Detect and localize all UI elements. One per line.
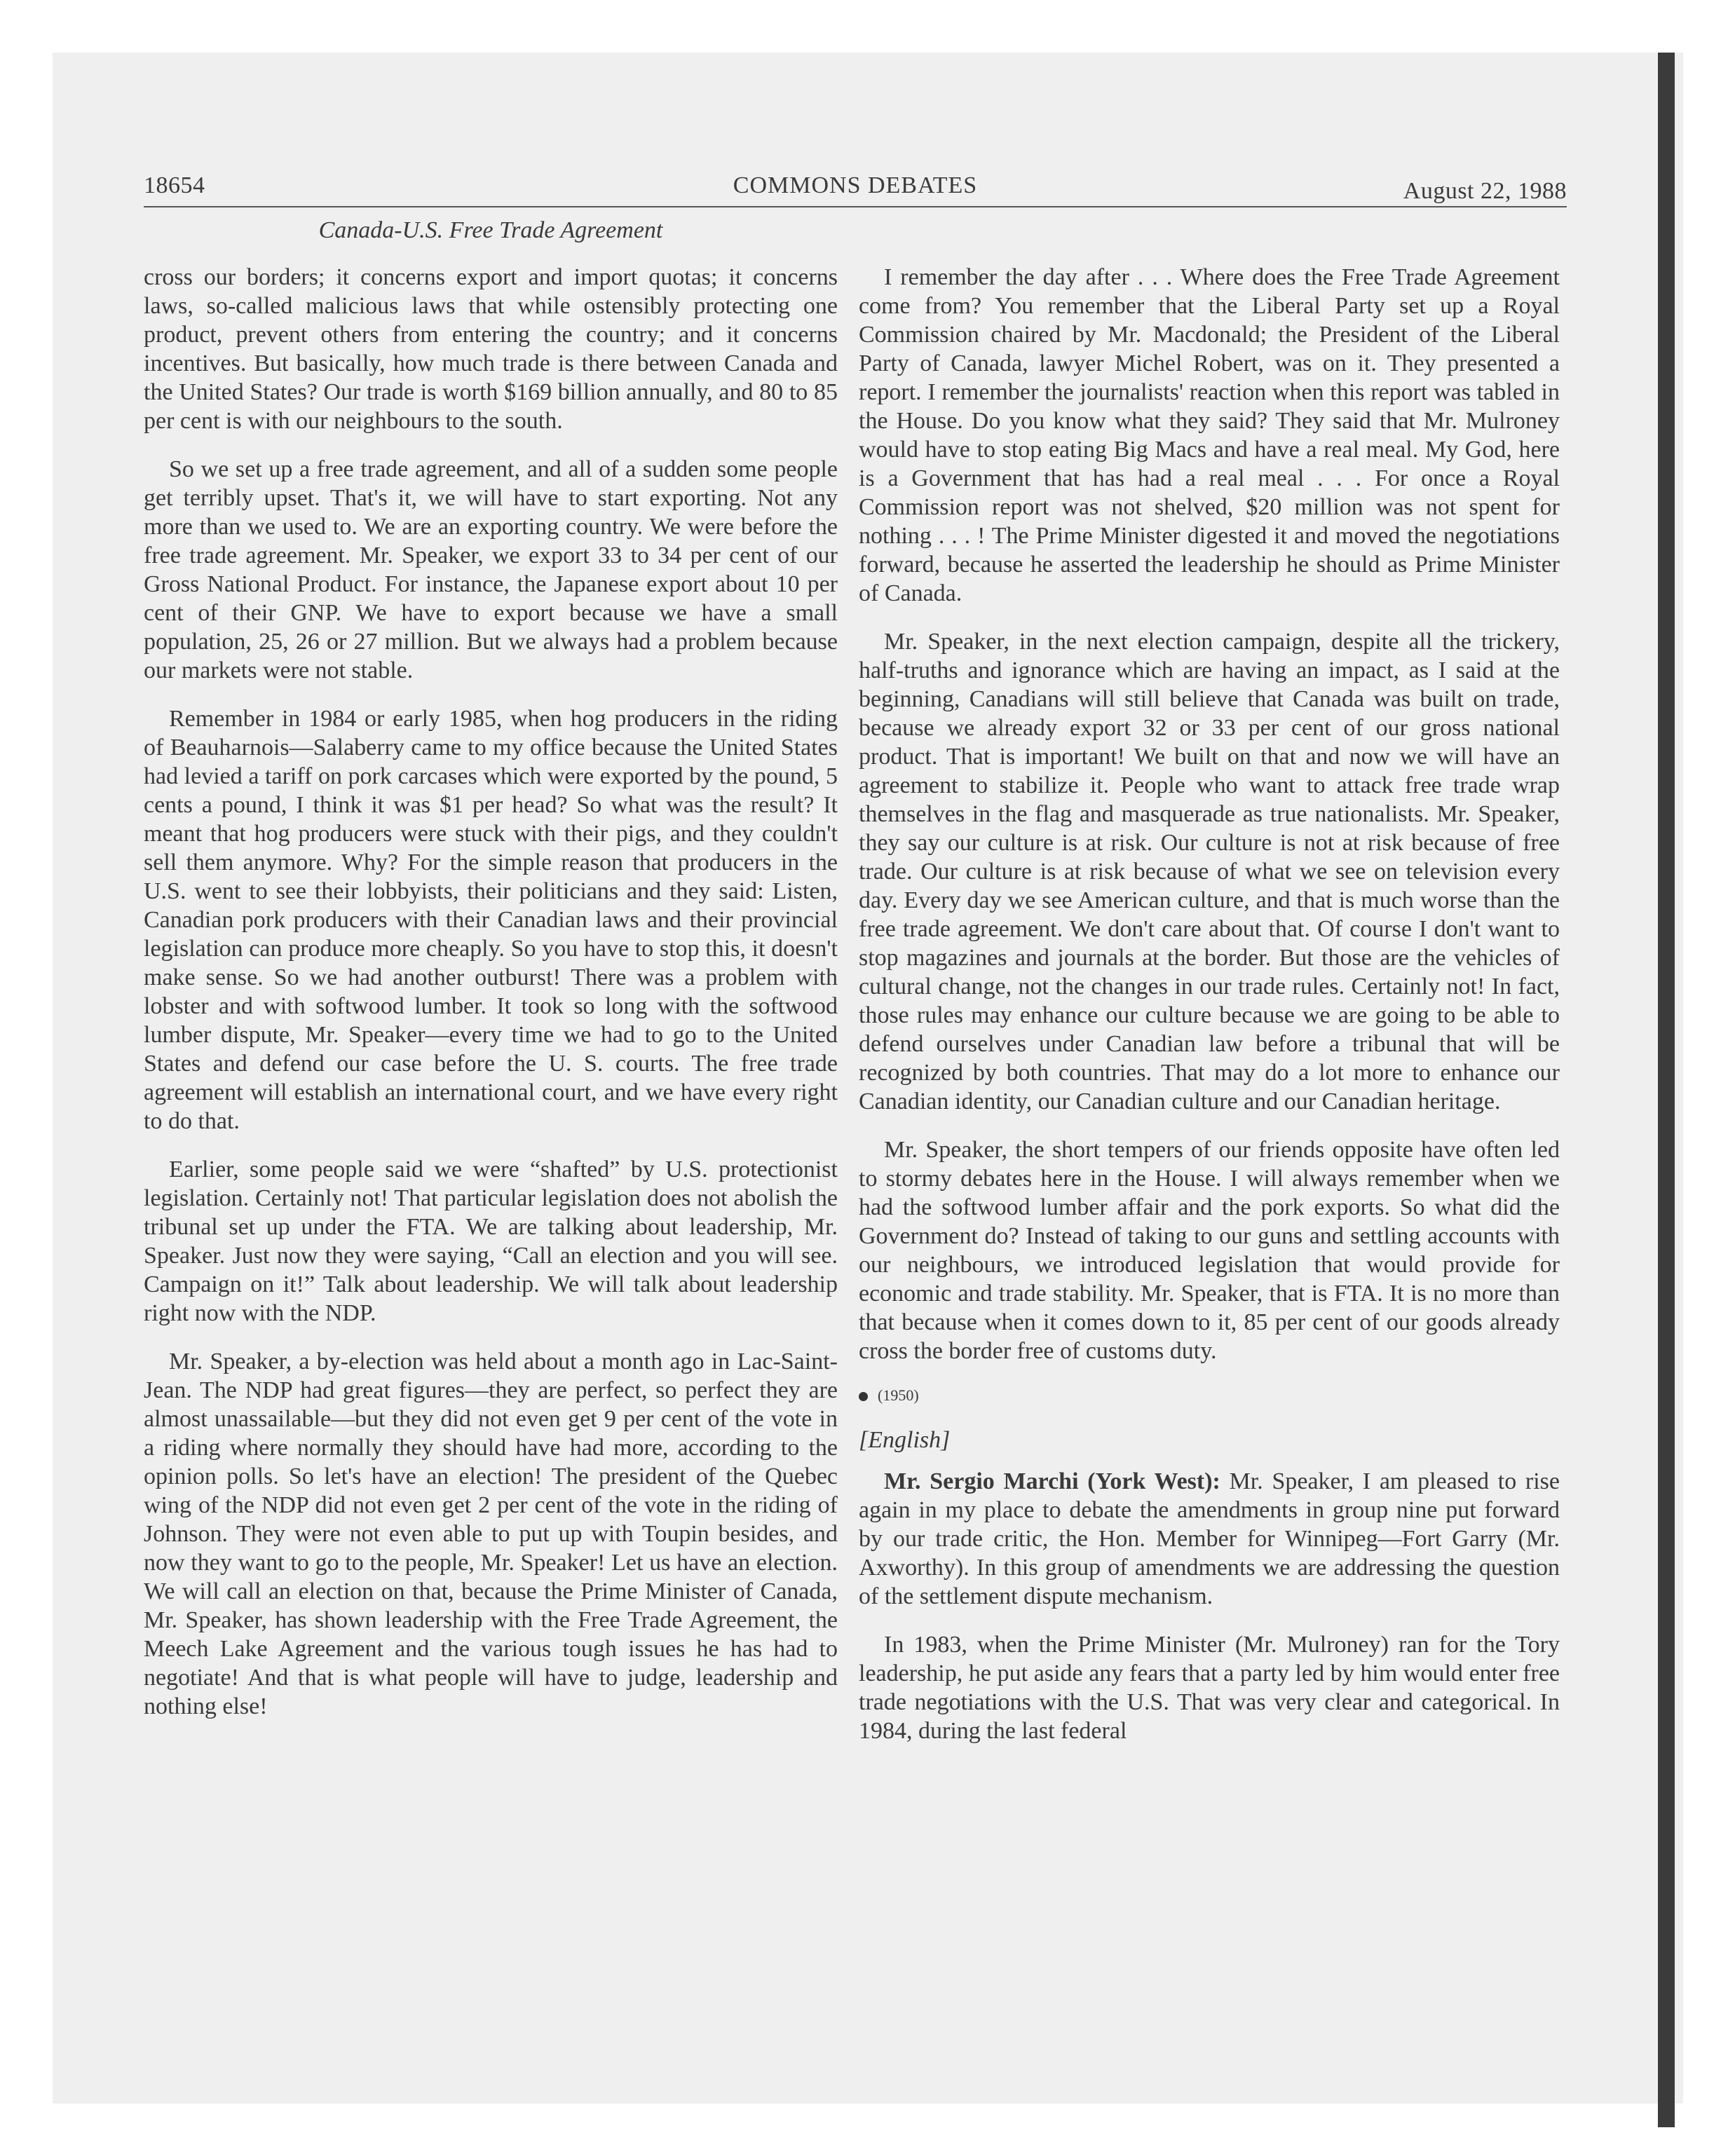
- paragraph: Mr. Speaker, a by-election was held about a month ago in Lac-Saint-Jean. The NDP had great figures—they are perfect, so perfect they are almost unassailable—but they did not even get 9 per cent of the vote in a riding where normally they should have had more, according to the opinion polls. So let's have an election! The president of the Quebec wing of the NDP did not even get 2 per cent of the vote in the riding of Johnson. They were not even able to put up with Toupin besides, and now they want to go to the people, Mr. Speaker! Let us have an election. We will call an election on that, because the Prime Minister of Canada, Mr. Speaker, has shown leadership with the Free Trade Agreement, the Meech Lake Agreement and the various tough issues he has had to negotiate! And that is what people will have to judge, leadership and nothing else!: [144, 1349, 838, 1719]
- time-marker-text: (1950): [878, 1386, 919, 1404]
- paragraph: Mr. Speaker, the short tempers of our friends opposite have often led to stormy debates here in the House. I will always remember when we had the softwood lumber affair and the pork exports. So what did the Government do? Instead of taking to our guns and settling accounts with our neighbours, we introduced legislation that would provide for economic and trade stability. Mr. Speaker, that is FTA. It is no more than that because when it comes down to it, 85 per cent of our goods already cross the border free of customs duty.: [859, 1137, 1560, 1364]
- bullet-icon: [859, 1392, 868, 1401]
- right-column: [859, 263, 1560, 1765]
- scan-edge-shadow: [1658, 53, 1675, 2127]
- journal-title: COMMONS DEBATES: [733, 172, 978, 198]
- page-number: 18654: [144, 172, 205, 198]
- language-tag: [English]: [859, 1427, 951, 1453]
- paragraph: Remember in 1984 or early 1985, when hog producers in the riding of Beauharnois—Salaberry came to my office because the United States had levied a tariff on pork carcases which were exported by the pound, 5 cents a pound, I think it was $1 per head? So what was the result? It meant that hog producers were stuck with their pigs, and they couldn't sell them anymore. Why? For the simple reason that producers in the U.S. went to see their lobbyists, their politicians and they said: Listen, Canadian pork producers with their Canadian laws and their provincial legislation can produce more cheaply. So you have to stop this, it doesn't make sense. So we had another outburst! There was a problem with lobster and with softwood lumber. It took so long with the softwood lumber dispute, Mr. Speaker—every time we had to go to the United States and defend our case before the U. S. courts. The free trade agreement will establish an international court, and we have every right to do that.: [144, 706, 838, 1134]
- paragraph: cross our borders; it concerns export and import quotas; it concerns laws, so-called malicious laws that while ostensibly protecting one product, prevent others from entering the country; and it concerns incentives. But basically, how much trade is there between Canada and the United States? Our trade is worth $169 billion annually, and 80 to 85 per cent is with our neighbours to the south.: [144, 264, 838, 434]
- running-head: Canada-U.S. Free Trade Agreement: [318, 217, 663, 243]
- speaker-paragraph: [859, 1467, 1560, 1611]
- page-date: August 22, 1988: [1403, 178, 1567, 204]
- paragraph: Mr. Speaker, in the next election campaign, despite all the trickery, half-truths and ignorance which are having an impact, as I said at the beginning, Canadians will still believe that Canada was built on trade, because we already export 32 or 33 per cent of our gross national product. That is important! We built on that and now we will have an agreement to stabilize it. People who want to attack free trade wrap themselves in the flag and masquerade as true nationalists. Mr. Speaker, they say our culture is at risk. Our culture is not at risk because of free trade. Our culture is at risk because of what we see on television every day. Every day we see American culture, and that is much worse than the free trade agreement. We don't care about that. Of course I don't want to stop magazines and journals at the border. But those are the vehicles of cultural change, not the changes in our trade rules. Certainly not! In fact, those rules may enhance our culture because we are going to be able to defend ourselves under Canadian law before a tribunal that will be recognized by both countries. That may do a lot more to enhance our Canadian identity, our Canadian culture and our Canadian heritage.: [859, 629, 1560, 1114]
- paragraph: Earlier, some people said we were “shafted” by U.S. protectionist legislation. Certainly not! That particular legislation does not abolish the tribunal set up under the FTA. We are talking about leadership, Mr. Speaker. Just now they were saying, “Call an election and you will see. Campaign on it!” Talk about leadership. We will talk about leadership right now with the NDP.: [144, 1157, 838, 1326]
- speaker-name: Mr. Sergio Marchi (York West):: [884, 1468, 1220, 1494]
- paragraph: In 1983, when the Prime Minister (Mr. Mulroney) ran for the Tory leadership, he put aside any fears that a party led by him would enter free trade negotiations with the U.S. That was very clear and categorical. In 1984, during the last federal: [859, 1632, 1560, 1744]
- header-rule: [144, 206, 1567, 207]
- paragraph: I remember the day after . . . Where does the Free Trade Agreement come from? You remember that the Liberal Party set up a Royal Commission chaired by Mr. Macdonald; the President of the Liberal Party of Canada, lawyer Michel Robert, was on it. They presented a report. I remember the journalists' reaction when this report was tabled in the House. Do you know what they said? They said that Mr. Mulroney would have to stop eating Big Macs and have a real meal. My God, here is a Government that has had a real meal . . . For once a Royal Commission report was not shelved, $20 million was not spent for nothing . . . ! The Prime Minister digested it and moved the negotiations forward, because he asserted the leadership he should as Prime Minister of Canada.: [859, 264, 1560, 606]
- speaker-text: Mr. Speaker, I am pleased to rise again in my place to debate the amendments in group nine put forward by our trade critic, the Hon. Member for Winnipeg—Fort Garry (Mr. Axworthy). In this group of amendments we are addressing the question of the settlement dispute mechanism.: [859, 1468, 1560, 1609]
- left-column: [144, 263, 838, 1740]
- time-marker: [859, 1385, 1560, 1406]
- paragraph: So we set up a free trade agreement, and all of a sudden some people get terribly upset. That's it, we will have to start exporting. Not any more than we used to. We are an exporting country. We were before the free trade agreement. Mr. Speaker, we export 33 to 34 per cent of our Gross National Product. For instance, the Japanese export about 10 per cent of their GNP. We have to export because we have a small population, 25, 26 or 27 million. But we always had a problem because our markets were not stable.: [144, 456, 838, 683]
- page-header: [144, 167, 1567, 206]
